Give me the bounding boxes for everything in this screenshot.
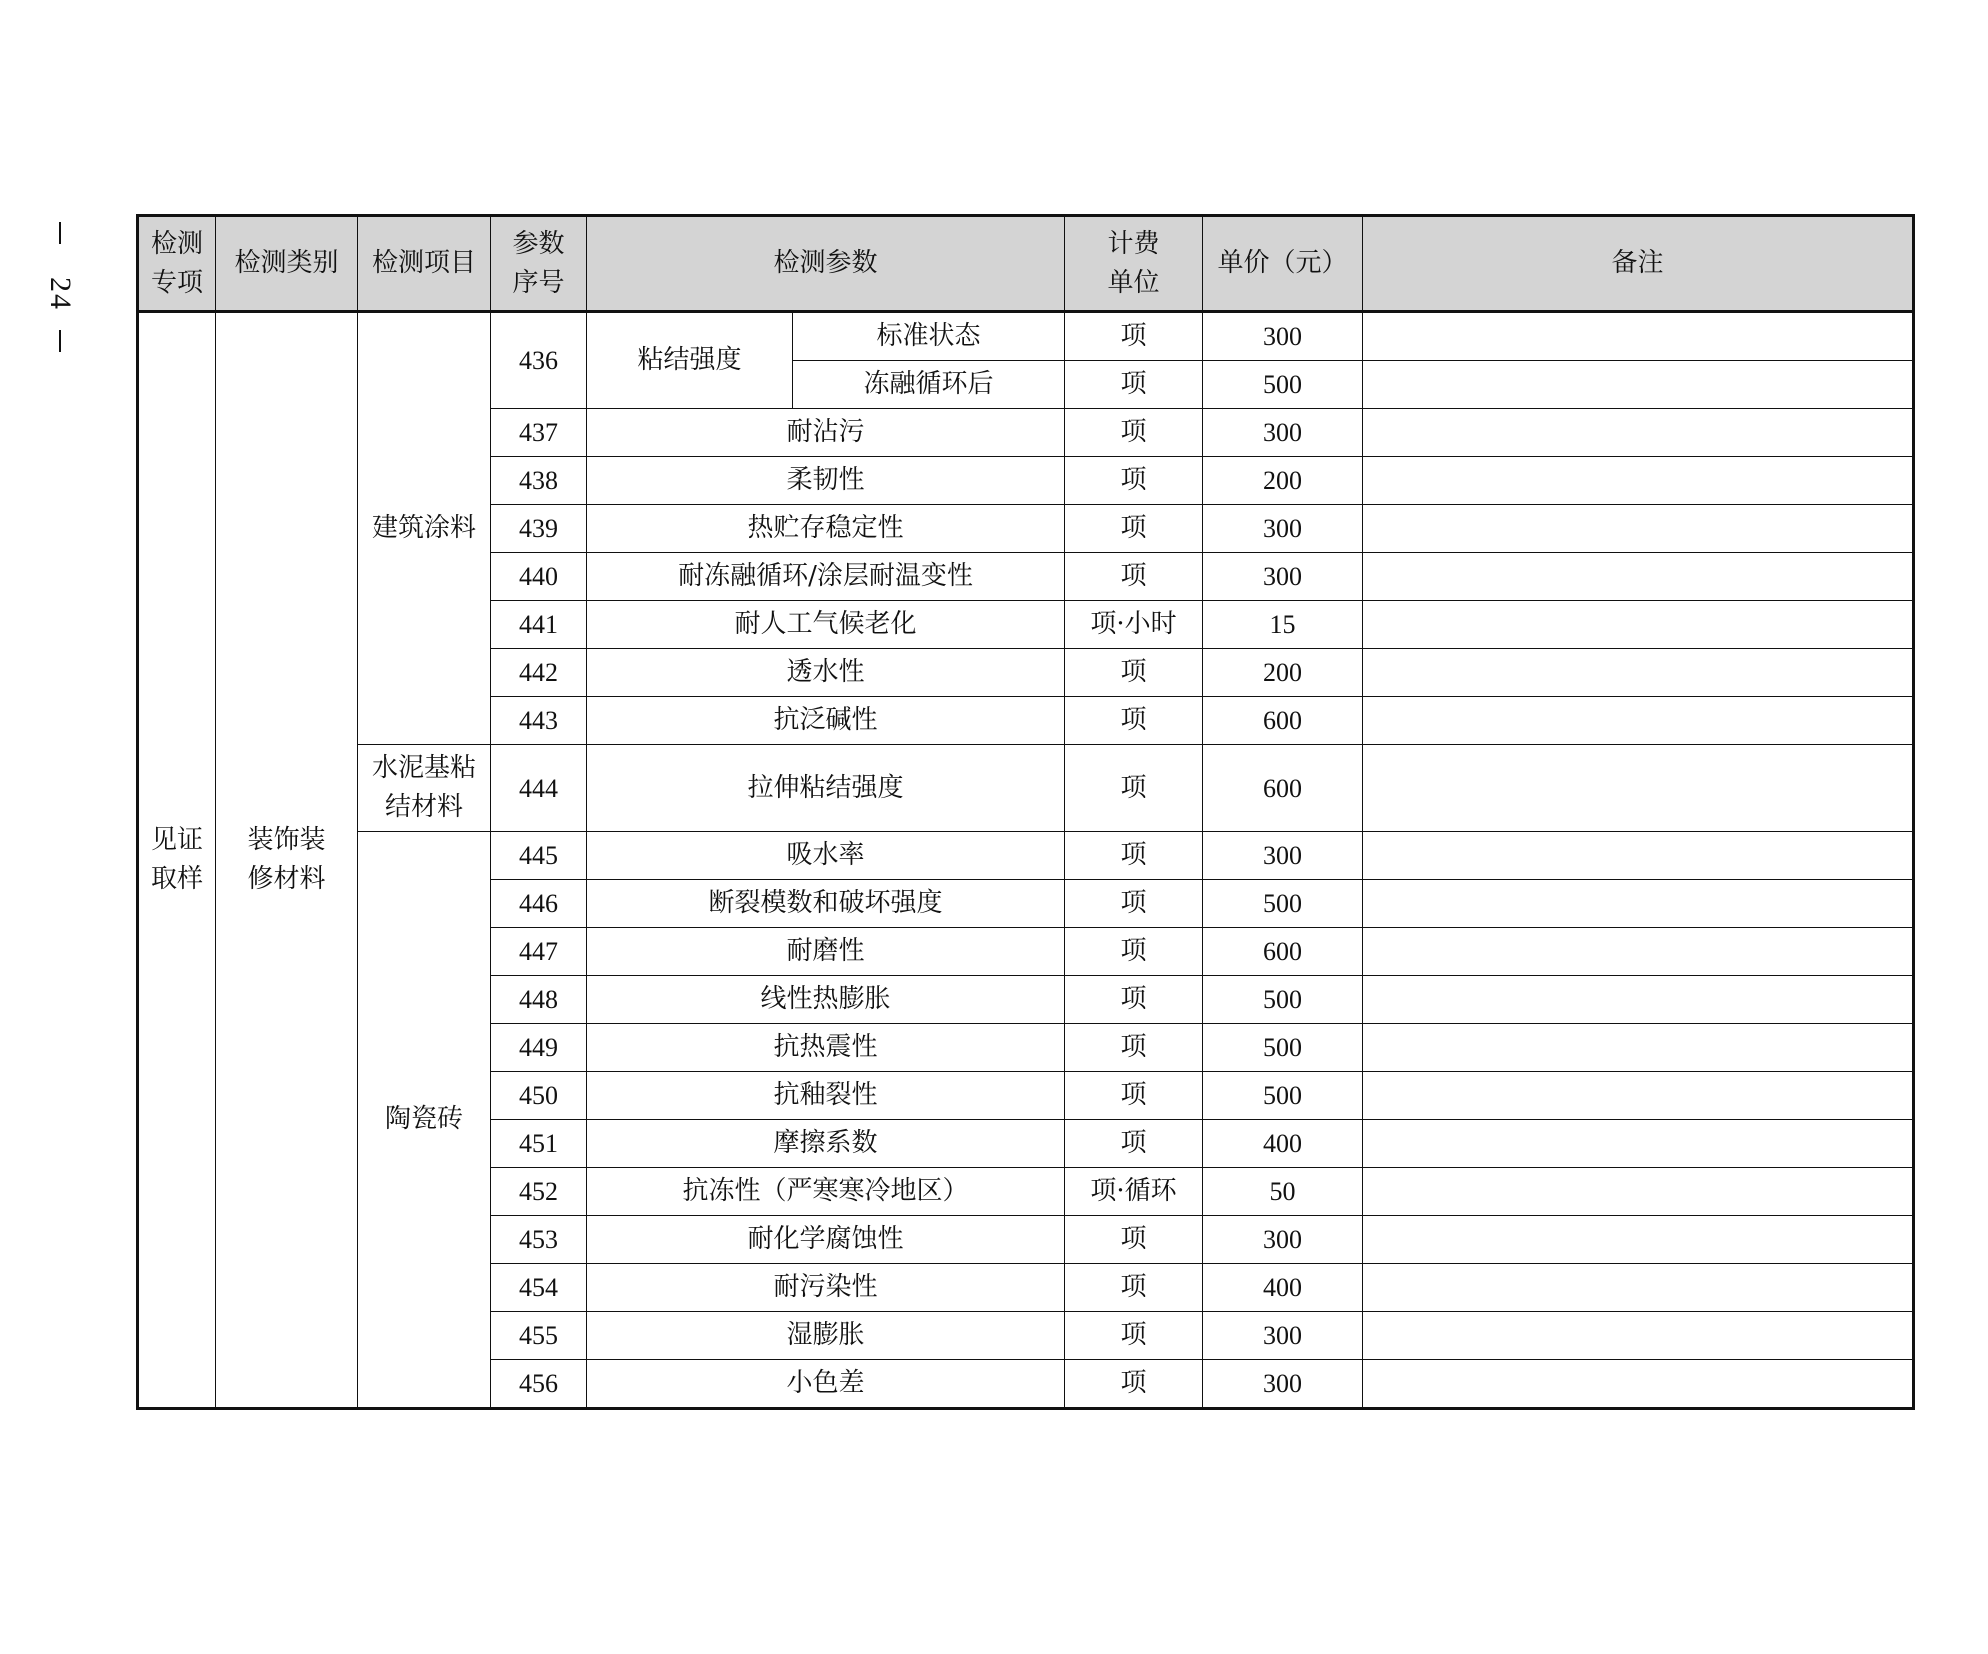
- price-cell: 300: [1203, 1360, 1363, 1409]
- seq-cell: 437: [491, 409, 587, 457]
- unit-cell: 项: [1065, 1360, 1203, 1409]
- remark-cell: [1363, 457, 1914, 505]
- group-special: 见证取样: [138, 312, 216, 1409]
- remark-cell: [1363, 409, 1914, 457]
- seq-cell: 454: [491, 1264, 587, 1312]
- remark-cell: [1363, 1168, 1914, 1216]
- unit-cell: 项: [1065, 1072, 1203, 1120]
- seq-cell: 450: [491, 1072, 587, 1120]
- header-seq: 参数序号: [491, 216, 587, 312]
- remark-cell: [1363, 601, 1914, 649]
- unit-cell: 项·小时: [1065, 601, 1203, 649]
- param-cell: 小色差: [587, 1360, 1065, 1409]
- unit-cell: 项: [1065, 505, 1203, 553]
- header-price: 单价（元）: [1203, 216, 1363, 312]
- fee-table: [136, 214, 1915, 1410]
- param-cell: 耐冻融循环/涂层耐温变性: [587, 553, 1065, 601]
- price-cell: 300: [1203, 553, 1363, 601]
- sub-param-cell: 标准状态: [793, 312, 1065, 361]
- param-cell: 柔韧性: [587, 457, 1065, 505]
- unit-cell: 项: [1065, 745, 1203, 832]
- unit-cell: 项: [1065, 976, 1203, 1024]
- param-cell: 吸水率: [587, 832, 1065, 880]
- remark-cell: [1363, 697, 1914, 745]
- price-cell: 300: [1203, 505, 1363, 553]
- price-cell: 500: [1203, 976, 1363, 1024]
- header-special: 检测专项: [138, 216, 216, 312]
- remark-cell: [1363, 832, 1914, 880]
- seq-cell: 456: [491, 1360, 587, 1409]
- seq-cell: 448: [491, 976, 587, 1024]
- remark-cell: [1363, 1216, 1914, 1264]
- remark-cell: [1363, 880, 1914, 928]
- price-cell: 50: [1203, 1168, 1363, 1216]
- header-param: 检测参数: [587, 216, 1065, 312]
- table-row: [138, 745, 1914, 832]
- seq-cell: 452: [491, 1168, 587, 1216]
- page-number-dash-top: [59, 222, 61, 244]
- group-item-coating: 建筑涂料: [358, 312, 491, 745]
- remark-cell: [1363, 745, 1914, 832]
- param-cell: 耐人工气候老化: [587, 601, 1065, 649]
- seq-cell: 441: [491, 601, 587, 649]
- table-row: [138, 312, 1914, 361]
- param-cell: 断裂模数和破坏强度: [587, 880, 1065, 928]
- remark-cell: [1363, 312, 1914, 361]
- sub-param-cell: 冻融循环后: [793, 361, 1065, 409]
- price-cell: 400: [1203, 1264, 1363, 1312]
- unit-cell: 项: [1065, 832, 1203, 880]
- price-cell: 300: [1203, 1216, 1363, 1264]
- param-cell: 线性热膨胀: [587, 976, 1065, 1024]
- param-cell: 抗冻性（严寒寒冷地区）: [587, 1168, 1065, 1216]
- seq-cell: 453: [491, 1216, 587, 1264]
- param-cell: 抗釉裂性: [587, 1072, 1065, 1120]
- price-cell: 500: [1203, 361, 1363, 409]
- seq-cell: 455: [491, 1312, 587, 1360]
- remark-cell: [1363, 1072, 1914, 1120]
- seq-cell: 436: [491, 312, 587, 409]
- unit-cell: 项: [1065, 553, 1203, 601]
- param-cell: 拉伸粘结强度: [587, 745, 1065, 832]
- price-cell: 200: [1203, 457, 1363, 505]
- seq-cell: 443: [491, 697, 587, 745]
- seq-cell: 440: [491, 553, 587, 601]
- unit-cell: 项: [1065, 1312, 1203, 1360]
- price-cell: 500: [1203, 1072, 1363, 1120]
- seq-cell: 446: [491, 880, 587, 928]
- header-row: [138, 216, 1914, 312]
- unit-cell: 项: [1065, 457, 1203, 505]
- param-cell: 抗泛碱性: [587, 697, 1065, 745]
- seq-cell: 451: [491, 1120, 587, 1168]
- page-number-text: 24: [44, 277, 77, 311]
- price-cell: 15: [1203, 601, 1363, 649]
- price-cell: 200: [1203, 649, 1363, 697]
- price-cell: 500: [1203, 1024, 1363, 1072]
- unit-cell: 项: [1065, 361, 1203, 409]
- param-cell: 摩擦系数: [587, 1120, 1065, 1168]
- price-cell: 600: [1203, 745, 1363, 832]
- page-number-dash-bottom: [59, 330, 61, 352]
- unit-cell: 项·循环: [1065, 1168, 1203, 1216]
- table-row: [138, 832, 1914, 880]
- group-item-ceramic-tile: 陶瓷砖: [358, 832, 491, 1409]
- seq-cell: 439: [491, 505, 587, 553]
- header-remark: 备注: [1363, 216, 1914, 312]
- remark-cell: [1363, 1264, 1914, 1312]
- remark-cell: [1363, 928, 1914, 976]
- unit-cell: 项: [1065, 1216, 1203, 1264]
- unit-cell: 项: [1065, 880, 1203, 928]
- price-cell: 300: [1203, 312, 1363, 361]
- param-cell: 耐磨性: [587, 928, 1065, 976]
- param-cell: 热贮存稳定性: [587, 505, 1065, 553]
- param-cell: 耐沾污: [587, 409, 1065, 457]
- price-cell: 600: [1203, 697, 1363, 745]
- unit-cell: 项: [1065, 1264, 1203, 1312]
- price-cell: 300: [1203, 832, 1363, 880]
- remark-cell: [1363, 1120, 1914, 1168]
- price-cell: 300: [1203, 1312, 1363, 1360]
- unit-cell: 项: [1065, 409, 1203, 457]
- seq-cell: 444: [491, 745, 587, 832]
- price-cell: 500: [1203, 880, 1363, 928]
- param-cell: 粘结强度: [587, 312, 793, 409]
- remark-cell: [1363, 505, 1914, 553]
- group-category: 装饰装修材料: [216, 312, 358, 1409]
- unit-cell: 项: [1065, 1024, 1203, 1072]
- param-cell: 透水性: [587, 649, 1065, 697]
- unit-cell: 项: [1065, 649, 1203, 697]
- header-category: 检测类别: [216, 216, 358, 312]
- remark-cell: [1363, 361, 1914, 409]
- header-item: 检测项目: [358, 216, 491, 312]
- seq-cell: 442: [491, 649, 587, 697]
- unit-cell: 项: [1065, 928, 1203, 976]
- remark-cell: [1363, 553, 1914, 601]
- price-cell: 600: [1203, 928, 1363, 976]
- param-cell: 耐化学腐蚀性: [587, 1216, 1065, 1264]
- group-item-cement-adhesive: 水泥基粘结材料: [358, 745, 491, 832]
- remark-cell: [1363, 649, 1914, 697]
- unit-cell: 项: [1065, 312, 1203, 361]
- header-unit: 计费单位: [1065, 216, 1203, 312]
- remark-cell: [1363, 976, 1914, 1024]
- remark-cell: [1363, 1360, 1914, 1409]
- remark-cell: [1363, 1312, 1914, 1360]
- seq-cell: 438: [491, 457, 587, 505]
- unit-cell: 项: [1065, 697, 1203, 745]
- price-cell: 400: [1203, 1120, 1363, 1168]
- seq-cell: 447: [491, 928, 587, 976]
- unit-cell: 项: [1065, 1120, 1203, 1168]
- page-number: [40, 222, 80, 352]
- param-cell: 耐污染性: [587, 1264, 1065, 1312]
- param-cell: 湿膨胀: [587, 1312, 1065, 1360]
- seq-cell: 449: [491, 1024, 587, 1072]
- param-cell: 抗热震性: [587, 1024, 1065, 1072]
- remark-cell: [1363, 1024, 1914, 1072]
- seq-cell: 445: [491, 832, 587, 880]
- price-cell: 300: [1203, 409, 1363, 457]
